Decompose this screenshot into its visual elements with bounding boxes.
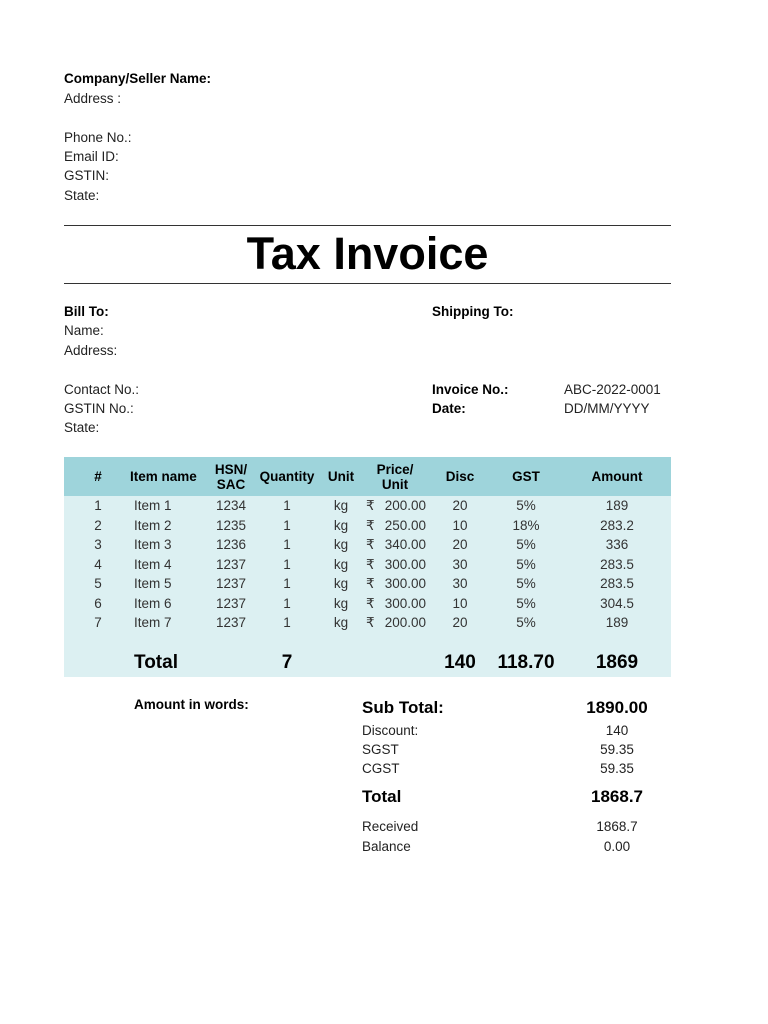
row-item-name: Item 7 (134, 615, 172, 630)
row-hsn: 1237 (215, 556, 247, 572)
col-header-item: Item name (130, 469, 197, 484)
bill-to-state-label: State: (64, 420, 100, 435)
row-item-name: Item 4 (134, 556, 172, 572)
amount-in-words-label: Amount in words: (134, 697, 249, 712)
received-value: 1868.7 (596, 819, 638, 834)
cgst-value: 59.35 (600, 761, 634, 776)
date-value: DD/MM/YYYY (564, 401, 650, 416)
row-amount: 283.2 (600, 517, 634, 533)
table-row (64, 594, 671, 614)
row-amount: 283.5 (600, 556, 634, 572)
date-label: Date: (432, 401, 466, 416)
seller-email-label: Email ID: (64, 149, 119, 164)
invoice-title: Tax Invoice (246, 228, 489, 279)
row-amount: 189 (605, 498, 629, 513)
balance-label: Balance (362, 839, 411, 854)
bill-to-gstin-label: GSTIN No.: (64, 401, 134, 416)
row-amount: 189 (605, 615, 629, 630)
row-item-name: Item 1 (134, 498, 172, 513)
row-number: 3 (94, 537, 102, 552)
row-item-name: Item 3 (134, 537, 172, 552)
col-header-quantity: Quantity (259, 469, 315, 484)
subtotal-label: Sub Total: (362, 698, 444, 717)
col-header-hsn-line1: HSN/ (214, 461, 248, 477)
row-hsn: 1237 (215, 576, 247, 591)
table-total-disc: 140 (444, 652, 476, 673)
grand-total-value: 1868.7 (591, 787, 643, 806)
col-header-gst: GST (512, 469, 540, 484)
row-disc: 20 (452, 615, 468, 630)
rupee-icon: ₹ (366, 517, 375, 533)
title-bottom-rule (64, 283, 671, 284)
row-gst: 5% (516, 498, 536, 513)
seller-gstin-label: GSTIN: (64, 168, 110, 183)
bill-to-heading: Bill To: (64, 304, 109, 319)
grand-total-label: Total (362, 787, 402, 806)
col-header-price (366, 457, 424, 496)
col-header-hsn (208, 457, 254, 496)
row-unit: kg (333, 576, 349, 591)
row-disc: 30 (452, 556, 468, 572)
col-header-amount: Amount (591, 469, 643, 484)
col-header-hsn-line2: SAC (216, 476, 246, 492)
seller-name-label: Company/Seller Name: (64, 71, 212, 86)
row-price: 300.00 (384, 556, 426, 572)
row-quantity: 1 (283, 615, 291, 630)
row-quantity: 1 (283, 537, 291, 552)
bill-to-contact-label: Contact No.: (64, 382, 140, 397)
balance-value: 0.00 (603, 839, 631, 854)
rupee-icon: ₹ (366, 595, 375, 611)
row-item-name: Item 6 (134, 595, 172, 611)
row-amount: 283.5 (600, 576, 634, 591)
row-number: 7 (94, 615, 102, 630)
seller-phone-label: Phone No.: (64, 130, 132, 145)
row-gst: 5% (516, 595, 536, 611)
row-unit: kg (333, 498, 349, 513)
row-amount: 304.5 (600, 595, 634, 611)
col-header-disc: Disc (445, 469, 475, 484)
row-disc: 20 (452, 498, 468, 513)
row-disc: 30 (452, 576, 468, 591)
rupee-icon: ₹ (366, 498, 375, 513)
row-unit: kg (333, 595, 349, 611)
row-price: 300.00 (384, 576, 426, 591)
row-quantity: 1 (283, 595, 291, 611)
row-quantity: 1 (283, 556, 291, 572)
bill-to-address-label: Address: (64, 343, 118, 358)
row-number: 5 (94, 576, 102, 591)
table-row (64, 613, 671, 633)
rupee-icon: ₹ (366, 556, 375, 572)
table-row (64, 516, 671, 536)
rupee-icon: ₹ (366, 615, 375, 630)
row-hsn: 1235 (215, 517, 247, 533)
table-total-gst: 118.70 (497, 652, 555, 673)
table-row (64, 574, 671, 594)
row-hsn: 1236 (215, 537, 247, 552)
table-row (64, 535, 671, 555)
row-unit: kg (333, 517, 349, 533)
table-total-amount: 1869 (595, 652, 639, 673)
row-price: 250.00 (384, 517, 426, 533)
invoice-no-value: ABC-2022-0001 (564, 382, 661, 397)
row-disc: 20 (452, 537, 468, 552)
row-number: 1 (94, 498, 102, 513)
row-item-name: Item 2 (134, 517, 172, 533)
col-header-number: # (94, 469, 102, 484)
row-amount: 336 (605, 537, 629, 552)
cgst-label: CGST (362, 761, 400, 776)
bill-to-name-label: Name: (64, 323, 104, 338)
received-label: Received (362, 819, 419, 834)
row-item-name: Item 5 (134, 576, 172, 591)
row-unit: kg (333, 615, 349, 630)
row-disc: 10 (452, 517, 468, 533)
rupee-icon: ₹ (366, 537, 375, 552)
row-gst: 5% (516, 576, 536, 591)
row-quantity: 1 (283, 498, 291, 513)
table-total-qty: 7 (281, 652, 293, 673)
col-header-price-line2: Unit (381, 476, 409, 492)
row-hsn: 1237 (215, 595, 247, 611)
col-header-unit: Unit (327, 469, 355, 484)
sgst-value: 59.35 (600, 742, 634, 757)
row-unit: kg (333, 537, 349, 552)
row-number: 6 (94, 595, 102, 611)
row-unit: kg (333, 556, 349, 572)
table-total-label: Total (134, 652, 178, 673)
row-price: 200.00 (384, 615, 426, 630)
row-price: 340.00 (384, 537, 426, 552)
discount-value: 140 (605, 723, 629, 738)
row-gst: 5% (516, 615, 536, 630)
table-row (64, 555, 671, 575)
seller-state-label: State: (64, 188, 100, 203)
sgst-label: SGST (362, 742, 399, 757)
row-gst: 18% (512, 517, 540, 533)
row-quantity: 1 (283, 517, 291, 533)
row-hsn: 1234 (215, 498, 247, 513)
title-top-rule (64, 225, 671, 226)
row-hsn: 1237 (215, 615, 247, 630)
row-gst: 5% (516, 537, 536, 552)
rupee-icon: ₹ (366, 576, 375, 591)
subtotal-value: 1890.00 (586, 698, 648, 717)
discount-label: Discount: (362, 723, 419, 738)
row-disc: 10 (452, 595, 468, 611)
row-gst: 5% (516, 556, 536, 572)
table-row (64, 496, 671, 516)
row-quantity: 1 (283, 576, 291, 591)
row-number: 2 (94, 517, 102, 533)
shipping-heading: Shipping To: (432, 304, 514, 319)
row-number: 4 (94, 556, 102, 572)
col-header-price-line1: Price/ (376, 461, 414, 477)
row-price: 200.00 (384, 498, 426, 513)
seller-address-label: Address : (64, 91, 122, 106)
row-price: 300.00 (384, 595, 426, 611)
invoice-no-label: Invoice No.: (432, 382, 509, 397)
